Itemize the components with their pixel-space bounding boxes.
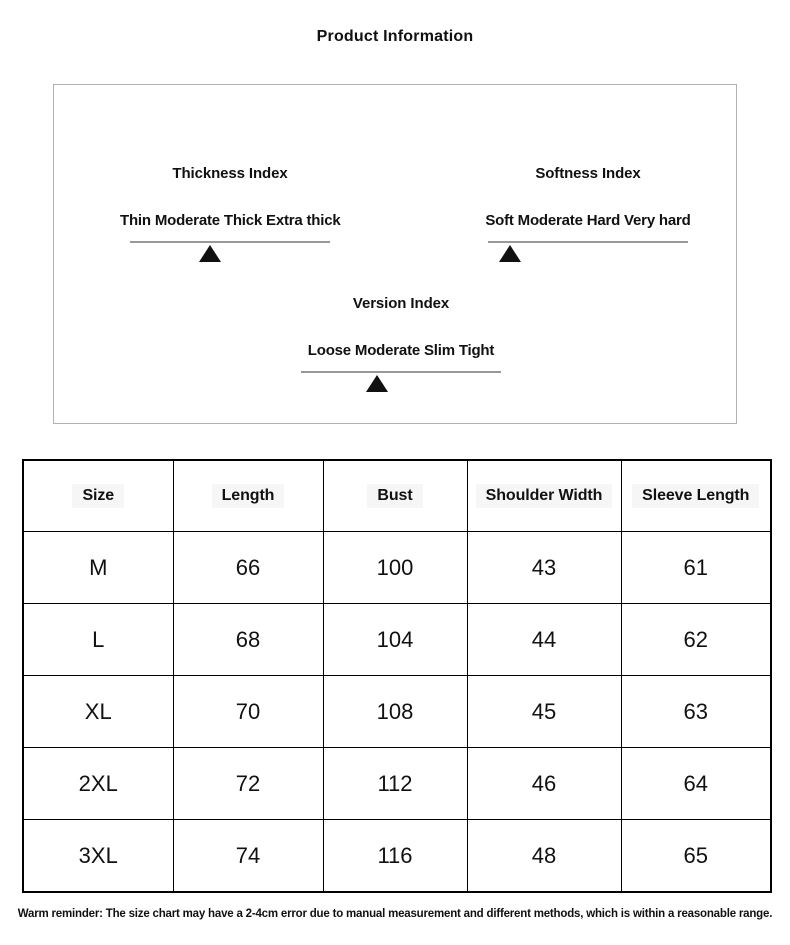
thickness-index-scale-line [130, 241, 330, 243]
table-cell: 63 [621, 676, 771, 748]
page-title: Product Information [316, 28, 474, 45]
triangle-up-icon [366, 375, 388, 392]
table-cell: M [23, 532, 173, 604]
version-index-scale-line [301, 371, 501, 373]
table-cell: 68 [173, 604, 323, 676]
table-cell: 66 [173, 532, 323, 604]
table-cell: 74 [173, 820, 323, 893]
thickness-index-title: Thickness Index [172, 165, 288, 182]
table-row [23, 748, 771, 820]
table-cell: 48 [467, 820, 621, 893]
triangle-up-icon [499, 245, 521, 262]
size-table-header-label: Length [212, 484, 285, 508]
size-table-header-row [23, 460, 771, 532]
table-cell: L [23, 604, 173, 676]
index-panel [53, 84, 737, 424]
table-cell: 3XL [23, 820, 173, 893]
size-table-header-label: Sleeve Length [632, 484, 759, 508]
table-cell: XL [23, 676, 173, 748]
table-cell: 43 [467, 532, 621, 604]
table-cell: 72 [173, 748, 323, 820]
table-cell: 62 [621, 604, 771, 676]
size-table-header-label: Bust [367, 484, 422, 508]
table-cell: 45 [467, 676, 621, 748]
version-index-group [291, 295, 511, 373]
thickness-index-group [120, 165, 340, 243]
table-cell: 70 [173, 676, 323, 748]
thickness-index-scale-labels: Thin Moderate Thick Extra thick [120, 212, 341, 229]
warm-reminder: Warm reminder: The size chart may have a 2-4cm error due to manual measurement and different methods, which is within a reasonable range. [17, 908, 773, 920]
table-cell: 112 [323, 748, 467, 820]
table-cell: 64 [621, 748, 771, 820]
triangle-up-icon [199, 245, 221, 262]
softness-index-scale-line [488, 241, 688, 243]
size-table-header-4 [621, 460, 771, 532]
table-row [23, 820, 771, 893]
version-index-title: Version Index [352, 295, 450, 312]
table-cell: 108 [323, 676, 467, 748]
table-row [23, 604, 771, 676]
table-cell: 104 [323, 604, 467, 676]
table-cell: 2XL [23, 748, 173, 820]
table-cell: 46 [467, 748, 621, 820]
table-row [23, 676, 771, 748]
size-table-header-1 [173, 460, 323, 532]
table-cell: 116 [323, 820, 467, 893]
table-cell: 65 [621, 820, 771, 893]
table-row [23, 532, 771, 604]
size-table-header-0 [23, 460, 173, 532]
softness-index-group [478, 165, 698, 243]
softness-index-scale-labels: Soft Moderate Hard Very hard [485, 212, 691, 229]
size-table-body [23, 532, 771, 893]
size-table-header-label: Size [72, 484, 124, 508]
version-index-scale-labels: Loose Moderate Slim Tight [307, 342, 495, 359]
table-cell: 44 [467, 604, 621, 676]
table-cell: 100 [323, 532, 467, 604]
softness-index-title: Softness Index [535, 165, 641, 182]
size-table-header-3 [467, 460, 621, 532]
table-cell: 61 [621, 532, 771, 604]
size-table-header-2 [323, 460, 467, 532]
size-table-header-label: Shoulder Width [476, 484, 613, 508]
size-table [22, 459, 772, 893]
